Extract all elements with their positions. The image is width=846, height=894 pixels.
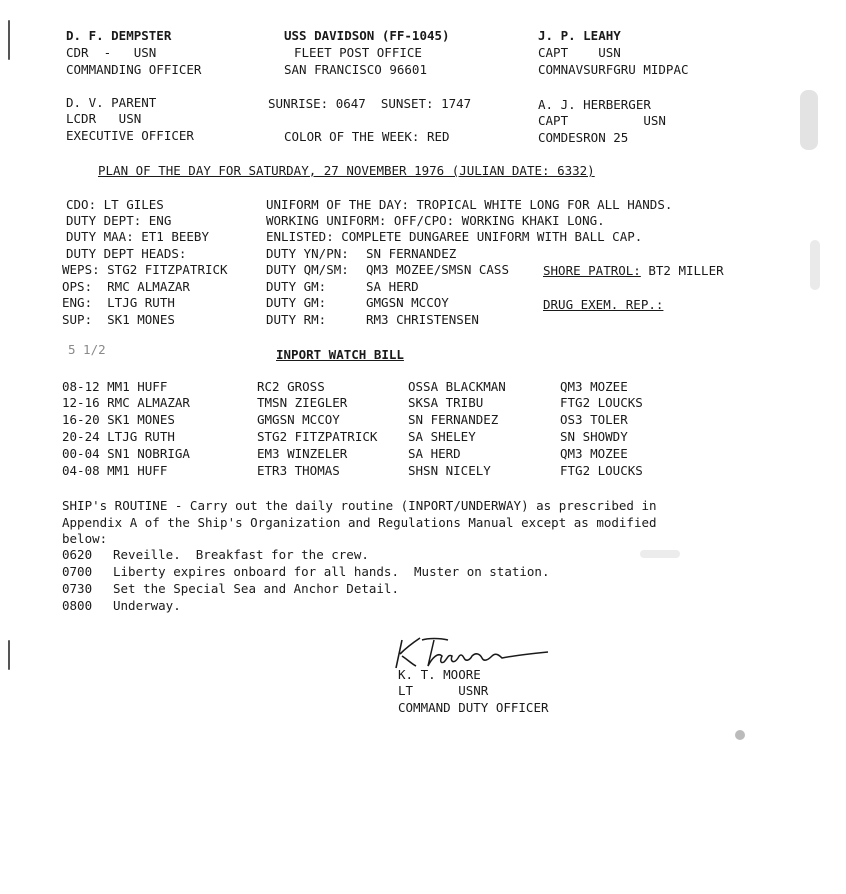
signer-name: K. T. MOORE [398, 667, 481, 682]
duty-line: DUTY DEPT: ENG [66, 213, 172, 228]
watch-cell: SN FERNANDEZ [408, 412, 499, 427]
duty-line: DUTY MAA: ET1 BEEBY [66, 229, 209, 244]
schedule-time: 0620 [62, 547, 93, 562]
watch-cell: QM3 MOZEE [560, 379, 628, 394]
scan-smudge [640, 550, 680, 558]
watch-cell: OS3 TOLER [560, 412, 628, 427]
fleet-post-office: FLEET POST OFFICE [294, 45, 422, 60]
watch-cell: SN SHOWDY [560, 429, 628, 444]
watch-cell: 04-08 MM1 HUFF [62, 463, 168, 478]
duty-line: DUTY DEPT HEADS: [66, 246, 187, 261]
watch-cell: FTG2 LOUCKS [560, 463, 643, 478]
duty-line: SUP: SK1 MONES [62, 312, 175, 327]
duty-value: QM3 MOZEE/SMSN CASS [366, 262, 509, 277]
duty-value: GMGSN MCCOY [366, 295, 449, 310]
ship-name: USS DAVIDSON (FF-1045) [284, 28, 450, 43]
scan-speck [735, 730, 745, 740]
duty-line: ENG: LTJG RUTH [62, 295, 175, 310]
duty-label: DUTY QM/SM: [266, 262, 349, 277]
schedule-time: 0730 [62, 581, 93, 596]
routine-line: SHIP's ROUTINE - Carry out the daily routine (INPORT/UNDERWAY) as prescribed in [62, 498, 657, 513]
shore-patrol [543, 262, 724, 279]
plan-title: PLAN OF THE DAY FOR SATURDAY, 27 NOVEMBER 1976 (JULIAN DATE: 6332) [98, 163, 595, 178]
commodore-title: COMNAVSURFGRU MIDPAC [538, 62, 689, 77]
co-rank: CDR - USN [66, 45, 157, 60]
watch-cell: SKSA TRIBU [408, 395, 484, 410]
watch-cell: SA HERD [408, 446, 461, 461]
xo-title: EXECUTIVE OFFICER [66, 128, 194, 143]
watch-cell: ETR3 THOMAS [257, 463, 340, 478]
faint-mark: 5 1/2 [68, 342, 106, 357]
schedule-text: Set the Special Sea and Anchor Detail. [113, 581, 399, 596]
watch-cell: SHSN NICELY [408, 463, 491, 478]
signer-title: COMMAND DUTY OFFICER [398, 700, 549, 715]
watch-cell: 20-24 LTJG RUTH [62, 429, 175, 444]
watch-cell: EM3 WINZELER [257, 446, 348, 461]
co-title: COMMANDING OFFICER [66, 62, 202, 77]
schedule-time: 0800 [62, 598, 93, 613]
color-of-the-week: COLOR OF THE WEEK: RED [284, 129, 450, 144]
watch-bill-title: INPORT WATCH BILL [276, 347, 404, 362]
uniform-of-the-day: UNIFORM OF THE DAY: TROPICAL WHITE LONG FOR ALL HANDS. [266, 197, 673, 212]
watch-cell: STG2 FITZPATRICK [257, 429, 378, 444]
scan-mark [8, 640, 10, 670]
watch-cell: 08-12 MM1 HUFF [62, 379, 168, 394]
duty-value: RM3 CHRISTENSEN [366, 312, 479, 327]
squadron-cdr-name: A. J. HERBERGER [538, 97, 651, 112]
duty-line: CDO: LT GILES [66, 197, 164, 212]
scan-smudge [810, 240, 820, 290]
sunrise-sunset: SUNRISE: 0647 SUNSET: 1747 [268, 96, 472, 111]
shore-patrol-label: SHORE PATROL: [543, 263, 641, 278]
duty-label: DUTY GM: [266, 279, 327, 294]
routine-line: Appendix A of the Ship's Organization and Regulations Manual except as modified [62, 515, 657, 530]
co-name: D. F. DEMPSTER [66, 28, 172, 43]
schedule-text: Underway. [113, 598, 181, 613]
routine-line: below: [62, 531, 108, 546]
duty-line: WEPS: STG2 FITZPATRICK [62, 262, 228, 277]
commodore-rank: CAPT USN [538, 45, 621, 60]
watch-cell: 12-16 RMC ALMAZAR [62, 395, 190, 410]
watch-cell: FTG2 LOUCKS [560, 395, 643, 410]
duty-line: OPS: RMC ALMAZAR [62, 279, 190, 294]
enlisted-uniform: ENLISTED: COMPLETE DUNGAREE UNIFORM WITH BALL CAP. [266, 229, 643, 244]
duty-value: SN FERNANDEZ [366, 246, 457, 261]
scan-smudge [800, 90, 818, 150]
schedule-time: 0700 [62, 564, 93, 579]
squadron-cdr-title: COMDESRON 25 [538, 130, 629, 145]
duty-value: SA HERD [366, 279, 419, 294]
shore-patrol-value: BT2 MILLER [648, 263, 724, 278]
duty-label: DUTY RM: [266, 312, 327, 327]
duty-label: DUTY YN/PN: [266, 246, 349, 261]
commodore-name: J. P. LEAHY [538, 28, 621, 43]
watch-cell: 00-04 SN1 NOBRIGA [62, 446, 190, 461]
drug-exem-rep: DRUG EXEM. REP.: [543, 297, 664, 312]
xo-rank: LCDR USN [66, 111, 142, 126]
schedule-text: Reveille. Breakfast for the crew. [113, 547, 369, 562]
watch-cell: GMGSN MCCOY [257, 412, 340, 427]
signer-rank: LT USNR [398, 683, 489, 698]
squadron-cdr-rank: CAPT USN [538, 113, 666, 128]
watch-cell: QM3 MOZEE [560, 446, 628, 461]
duty-label: DUTY GM: [266, 295, 327, 310]
xo-name: D. V. PARENT [66, 95, 157, 110]
watch-cell: OSSA BLACKMAN [408, 379, 506, 394]
ship-city: SAN FRANCISCO 96601 [284, 62, 427, 77]
scan-mark [8, 20, 10, 60]
watch-cell: TMSN ZIEGLER [257, 395, 348, 410]
watch-cell: 16-20 SK1 MONES [62, 412, 175, 427]
schedule-text: Liberty expires onboard for all hands. Muster on station. [113, 564, 550, 579]
watch-cell: RC2 GROSS [257, 379, 325, 394]
working-uniform: WORKING UNIFORM: OFF/CPO: WORKING KHAKI LONG. [266, 213, 605, 228]
watch-cell: SA SHELEY [408, 429, 476, 444]
